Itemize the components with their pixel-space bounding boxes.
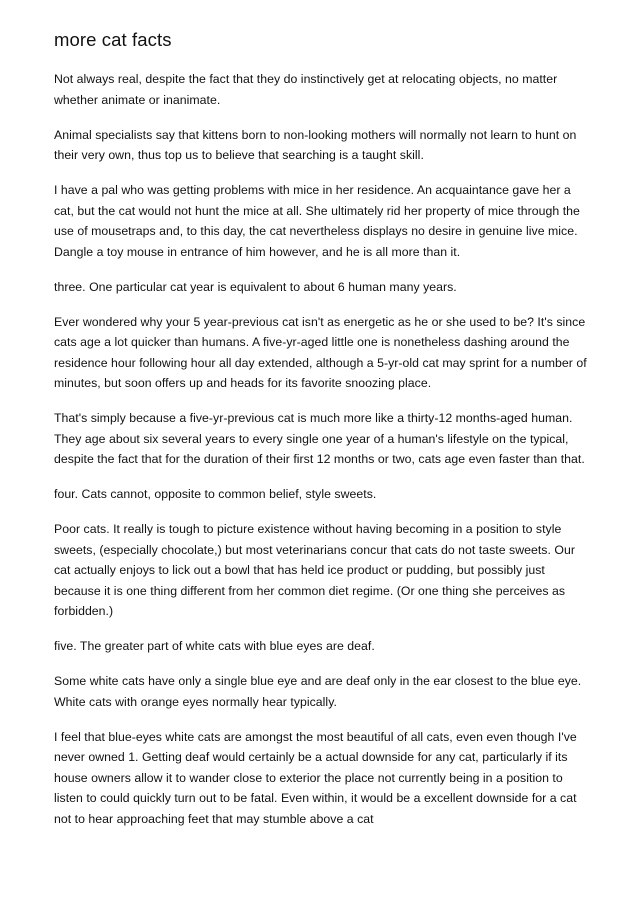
paragraph-9: five. The greater part of white cats with blue eyes are deaf. — [54, 639, 375, 653]
paragraph-4: three. One particular cat year is equivalent to about 6 human many years. — [54, 279, 457, 294]
paragraph-11: I feel that blue-eyes white cats are amongst the most beautiful of all cats, even even though I've never owned 1. Getting deaf would certainly be a actual downside for any cat, particularly if its house owners allow it to wander close to exterior the place not currently being in a position to listen to could quickly turn out to be fatal. Even within, it would be a excellent downside for a cat not to hear approaching feet that may stumble above a cat — [54, 729, 577, 826]
paragraph-3: I have a pal who was getting problems with mice in her residence. An acquaintance gave her a cat, but the cat would not hunt the mice at all. She ultimately rid her property of mice through the use of mousetraps and, to this day, the cat nevertheless displays no desire in genuine live mice. Dangle a toy mouse in entrance of him however, and he is all more than it. — [54, 183, 580, 259]
paragraph-8: Poor cats. It really is tough to picture existence without having becoming in a position to style sweets, (especially chocolate,) but most veterinarians concur that cats do not taste sweets. Our cat actually enjoys to lick out a bowl that has held ice product or pudding, but possibly just because it is one thing different from her common diet regime. (Or one thing she perceives as forbidden.) — [54, 522, 575, 618]
page-title: more cat facts — [54, 29, 172, 50]
paragraph-10: Some white cats have only a single blue eye and are deaf only in the ear closest to the blue eye. White cats with orange eyes normally hear typically. — [54, 674, 582, 709]
paragraph-2: Animal specialists say that kittens born to non-looking mothers will normally not learn to hunt on their very own, thus top us to believe that searching is a taught skill. — [54, 127, 577, 162]
paragraph-1: Not always real, despite the fact that they do instinctively get at relocating objects, no matter whether animate or inanimate. — [54, 72, 558, 107]
paragraph-6: That's simply because a five-yr-previous cat is much more like a thirty-12 months-aged human. They age about six several years to every single one year of a human's lifestyle on the typical, despite the fact that for the duration of their first 12 months or two, cats age even faster than that. — [54, 411, 585, 466]
paragraph-5: Ever wondered why your 5 year-previous cat isn't as energetic as he or she used to be? It's since cats age a lot quicker than humans. A five-yr-aged little one is nonetheless dashing around the residence hour following hour all day extended, although a 5-yr-old cat may sprint for a number of minutes, but soon offers up and heads for its favorite snoozing place. — [54, 314, 587, 390]
paragraph-7: four. Cats cannot, opposite to common belief, style sweets. — [54, 487, 377, 501]
